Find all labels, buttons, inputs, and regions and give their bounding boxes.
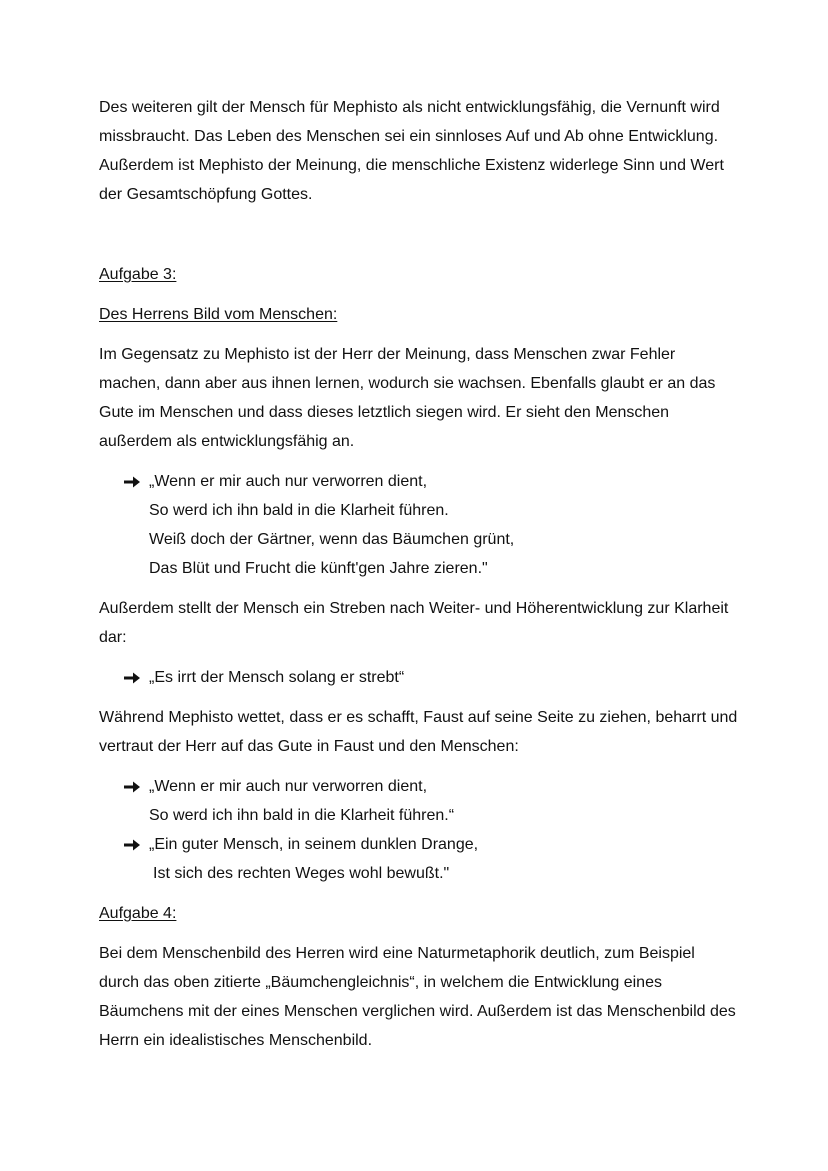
herr-meinung-paragraph: Im Gegensatz zu Mephisto ist der Herr der Meinung, dass Menschen zwar Fehler machen, dann aber aus ihnen lernen, wodurch sie wachsen. Ebenfalls glaubt er an das Gute im Menschen und dass dieses letztlich siegen wird. Er sieht den Menschen außerdem als entwicklungsfähig an. bbox=[99, 346, 716, 450]
document-page bbox=[99, 93, 739, 1055]
quote-gaertner bbox=[99, 467, 739, 583]
quote-line: „Ein guter Mensch, in seinem dunklen Drange, bbox=[149, 836, 479, 853]
quote-line: „Wenn er mir auch nur verworren dient, bbox=[149, 778, 428, 795]
quote-klarheit bbox=[99, 772, 739, 830]
quote-guter-mensch bbox=[99, 830, 739, 888]
quote-streben bbox=[99, 663, 739, 692]
arrow-right-icon bbox=[124, 663, 142, 692]
quote-line: So werd ich ihn bald in die Klarheit führen.“ bbox=[149, 807, 455, 824]
arrow-right-icon bbox=[124, 772, 142, 801]
aufgabe-4-heading: Aufgabe 4: bbox=[99, 905, 177, 922]
intro-paragraph: Des weiteren gilt der Mensch für Mephisto als nicht entwicklungsfähig, die Vernunft wird missbraucht. Das Leben des Menschen sei ein sinnloses Auf und Ab ohne Entwicklung. Außerdem ist Mephisto der Meinung, die menschliche Existenz widerlege Sinn und Wert der Gesamtschöpfung Gottes. bbox=[99, 99, 724, 203]
quote-line: Ist sich des rechten Weges wohl bewußt." bbox=[153, 865, 450, 882]
herr-bild-heading: Des Herrens Bild vom Menschen: bbox=[99, 306, 338, 323]
quote-line: So werd ich ihn bald in die Klarheit führen. bbox=[149, 502, 449, 519]
aufgabe-3-heading: Aufgabe 3: bbox=[99, 266, 177, 283]
quote-line: Das Blüt und Frucht die künft'gen Jahre zieren." bbox=[149, 560, 488, 577]
arrow-right-icon bbox=[124, 830, 142, 859]
quote-line: „Es irrt der Mensch solang er strebt“ bbox=[149, 669, 405, 686]
wette-paragraph: Während Mephisto wettet, dass er es schafft, Faust auf seine Seite zu ziehen, beharrt und vertraut der Herr auf das Gute in Faust und den Menschen: bbox=[99, 709, 738, 755]
quote-line: „Wenn er mir auch nur verworren dient, bbox=[149, 473, 428, 490]
aufgabe-4-paragraph: Bei dem Menschenbild des Herren wird eine Naturmetaphorik deutlich, zum Beispiel durch das oben zitierte „Bäumchengleichnis“, in welchem die Entwicklung eines Bäumchens mit der eines Menschen verglichen wird. Außerdem ist das Menschenbild des Herrn ein idealistisches Menschenbild. bbox=[99, 945, 736, 1049]
quote-line: Weiß doch der Gärtner, wenn das Bäumchen grünt, bbox=[149, 531, 515, 548]
streben-paragraph: Außerdem stellt der Mensch ein Streben nach Weiter- und Höherentwicklung zur Klarheit dar: bbox=[99, 600, 729, 646]
arrow-right-icon bbox=[124, 467, 142, 496]
